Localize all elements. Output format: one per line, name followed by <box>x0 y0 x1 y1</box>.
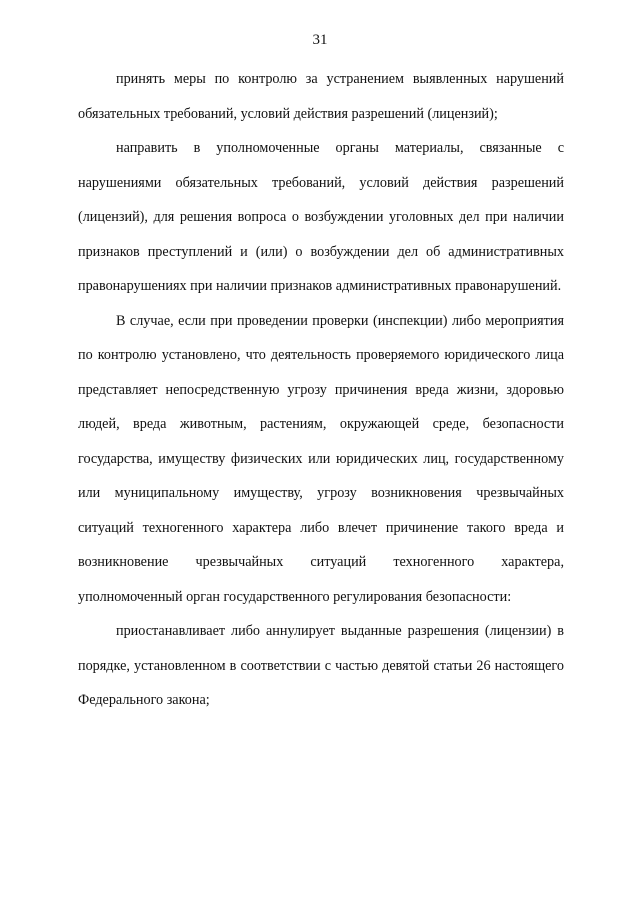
paragraph-threat-case: В случае, если при проведении проверки (инспекции) либо мероприятия по контролю установлено, что деятельность проверяемого юридического лица представляет непосредственную угрозу причинения вреда жизни, здоровью людей, вреда животным, растениям, окружающей среде, безопасности государства, имуществу физических или юридических лиц, государственному или муниципальному имуществу, угрозу возникновения чрезвычайных ситуаций техногенного характера либо влечет причинение такого вреда и возникновение чрезвычайных ситуаций техногенного характера, уполномоченный орган государственного регулирования безопасности: <box>78 312 564 605</box>
document-body <box>78 62 564 718</box>
paragraph-send-materials: направить в уполномоченные органы материалы, связанные с нарушениями обязательных требований, условий действия разрешений (лицензий), для решения вопроса о возбуждении уголовных дел при наличии признаков преступлений и (или) о возбуждении дел об административных правонарушениях при наличии признаков административных правонарушений. <box>78 140 564 294</box>
paragraph-suspend-licenses: приостанавливает либо аннулирует выданные разрешения (лицензии) в порядке, установленном в соответствии с частью девятой статьи 26 настоящего Федерального закона; <box>78 623 564 708</box>
page-number: 31 <box>312 32 328 48</box>
paragraph-measures: принять меры по контролю за устранением выявленных нарушений обязательных требований, условий действия разрешений (лицензий); <box>78 71 564 122</box>
